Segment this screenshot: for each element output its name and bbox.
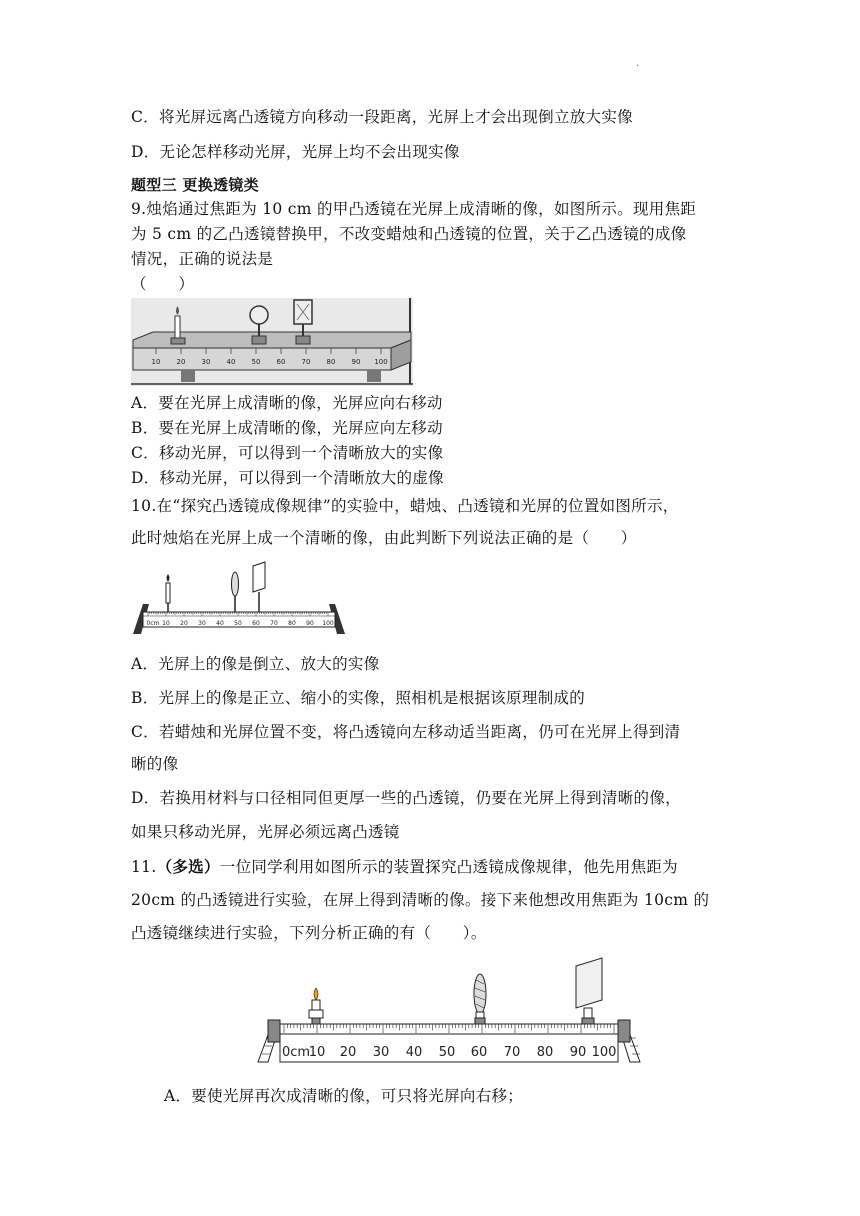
q11-number: 11. bbox=[131, 858, 157, 876]
fig10-tick-30: 30 bbox=[198, 620, 206, 627]
fig11-tick-100: 100 bbox=[591, 1045, 617, 1060]
fig10-screen bbox=[253, 562, 265, 612]
q8-option-c: C．将光屏远离凸透镜方向移动一段距离，光屏上才会出现倒立放大实像 bbox=[131, 108, 633, 126]
q9-answer-blank: （ ） bbox=[131, 275, 195, 293]
q10-option-d-2: 如果只移动光屏，光屏必须远离凸透镜 bbox=[131, 823, 400, 841]
q10-option-b: B．光屏上的像是正立、缩小的实像，照相机是根据该原理制成的 bbox=[131, 689, 586, 707]
fig11-tick-70: 70 bbox=[503, 1045, 521, 1060]
q11-text-1 bbox=[131, 855, 678, 877]
fig11-tick-80: 80 bbox=[536, 1045, 554, 1060]
fig9-tick-50: 50 bbox=[251, 358, 261, 366]
fig11-lens bbox=[474, 974, 486, 1024]
corner-mark: . bbox=[636, 58, 640, 69]
q9-option-c: C．移动光屏，可以得到一个清晰放大的实像 bbox=[131, 444, 444, 462]
fig10-tick-50: 50 bbox=[234, 620, 242, 627]
fig10-tick-40: 40 bbox=[216, 620, 224, 627]
section-heading: 题型三 更换透镜类 bbox=[131, 176, 259, 194]
q10-text-2: 此时烛焰在光屏上成一个清晰的像，由此判断下列说法正确的是（ ） bbox=[131, 529, 637, 547]
fig9-tick-70: 70 bbox=[301, 358, 311, 366]
fig10-tick-70: 70 bbox=[270, 620, 278, 627]
fig9-tick-100: 100 bbox=[374, 358, 388, 366]
fig9-tick-80: 80 bbox=[326, 358, 336, 366]
q11-multi-tag: （多选） bbox=[156, 858, 220, 876]
fig9-tick-20: 20 bbox=[176, 358, 186, 366]
fig10-tick-90: 90 bbox=[306, 620, 314, 627]
q11-text-2: 20cm 的凸透镜进行实验，在屏上得到清晰的像。接下来他想改用焦距为 10cm 的 bbox=[131, 891, 710, 909]
fig10-tick-10: 10 bbox=[162, 620, 170, 627]
fig11-tick-40: 40 bbox=[405, 1045, 423, 1060]
q8-option-d: D．无论怎样移动光屏，光屏上均不会出现实像 bbox=[131, 143, 460, 161]
fig10-lens bbox=[232, 572, 239, 612]
q9-text-3: 情况，正确的说法是 bbox=[131, 250, 274, 268]
figure-q11-optical-bench bbox=[254, 954, 644, 1066]
q10-option-d-1: D．若换用材料与口径相同但更厚一些的凸透镜，仍要在光屏上得到清晰的像， bbox=[131, 789, 681, 807]
fig11-screen bbox=[576, 958, 602, 1024]
q9-option-b: B．要在光屏上成清晰的像，光屏应向左移动 bbox=[131, 419, 443, 437]
fig11-tick-60: 60 bbox=[470, 1045, 488, 1060]
fig10-tick-0: 0cm bbox=[146, 620, 160, 627]
q10-text-1: 10.在“探究凸透镜成像规律”的实验中，蜡烛、凸透镜和光屏的位置如图所示， bbox=[131, 497, 679, 515]
q11-text-3: 凸透镜继续进行实验，下列分析正确的有（ ）。 bbox=[131, 924, 487, 942]
fig10-tick-60: 60 bbox=[252, 620, 260, 627]
fig11-tick-50: 50 bbox=[438, 1045, 456, 1060]
fig11-tick-0cm: 0cm bbox=[281, 1045, 311, 1060]
q11-stem: 一位同学利用如图所示的装置探究凸透镜成像规律，他先用焦距为 bbox=[219, 858, 678, 876]
fig11-tick-10: 10 bbox=[308, 1045, 326, 1060]
fig10-tick-20: 20 bbox=[180, 620, 188, 627]
fig11-tick-90: 90 bbox=[569, 1045, 587, 1060]
fig10-candle bbox=[166, 574, 170, 612]
fig11-tick-30: 30 bbox=[372, 1045, 390, 1060]
fig10-tick-80: 80 bbox=[288, 620, 296, 627]
fig9-tick-60: 60 bbox=[276, 358, 286, 366]
q11-option-a: A．要使光屏再次成清晰的像，可只将光屏向右移； bbox=[164, 1087, 524, 1105]
q10-option-c-1: C．若蜡烛和光屏位置不变，将凸透镜向左移动适当距离，仍可在光屏上得到清 bbox=[131, 723, 681, 741]
figure-q10-optical-bench bbox=[131, 558, 347, 640]
fig9-tick-40: 40 bbox=[226, 358, 236, 366]
figure-q9-optical-bench bbox=[131, 298, 413, 386]
fig11-candle bbox=[309, 988, 323, 1024]
q9-text-1: 9.烛焰通过焦距为 10 cm 的甲凸透镜在光屏上成清晰的像，如图所示。现用焦距 bbox=[131, 200, 697, 218]
q10-option-c-2: 晰的像 bbox=[131, 755, 179, 773]
fig9-tick-30: 30 bbox=[201, 358, 211, 366]
q9-option-d: D．移动光屏，可以得到一个清晰放大的虚像 bbox=[131, 469, 444, 487]
q10-option-a: A．光屏上的像是倒立、放大的实像 bbox=[131, 655, 380, 673]
q9-option-a: A．要在光屏上成清晰的像，光屏应向右移动 bbox=[131, 394, 443, 412]
q9-text-2: 为 5 cm 的乙凸透镜替换甲，不改变蜡烛和凸透镜的位置，关于乙凸透镜的成像 bbox=[131, 225, 687, 243]
fig9-screen bbox=[294, 300, 312, 344]
fig10-tick-100: 100 bbox=[322, 620, 334, 627]
fig9-tick-90: 90 bbox=[351, 358, 361, 366]
fig9-tick-10: 10 bbox=[151, 358, 161, 366]
fig11-tick-20: 20 bbox=[339, 1045, 357, 1060]
